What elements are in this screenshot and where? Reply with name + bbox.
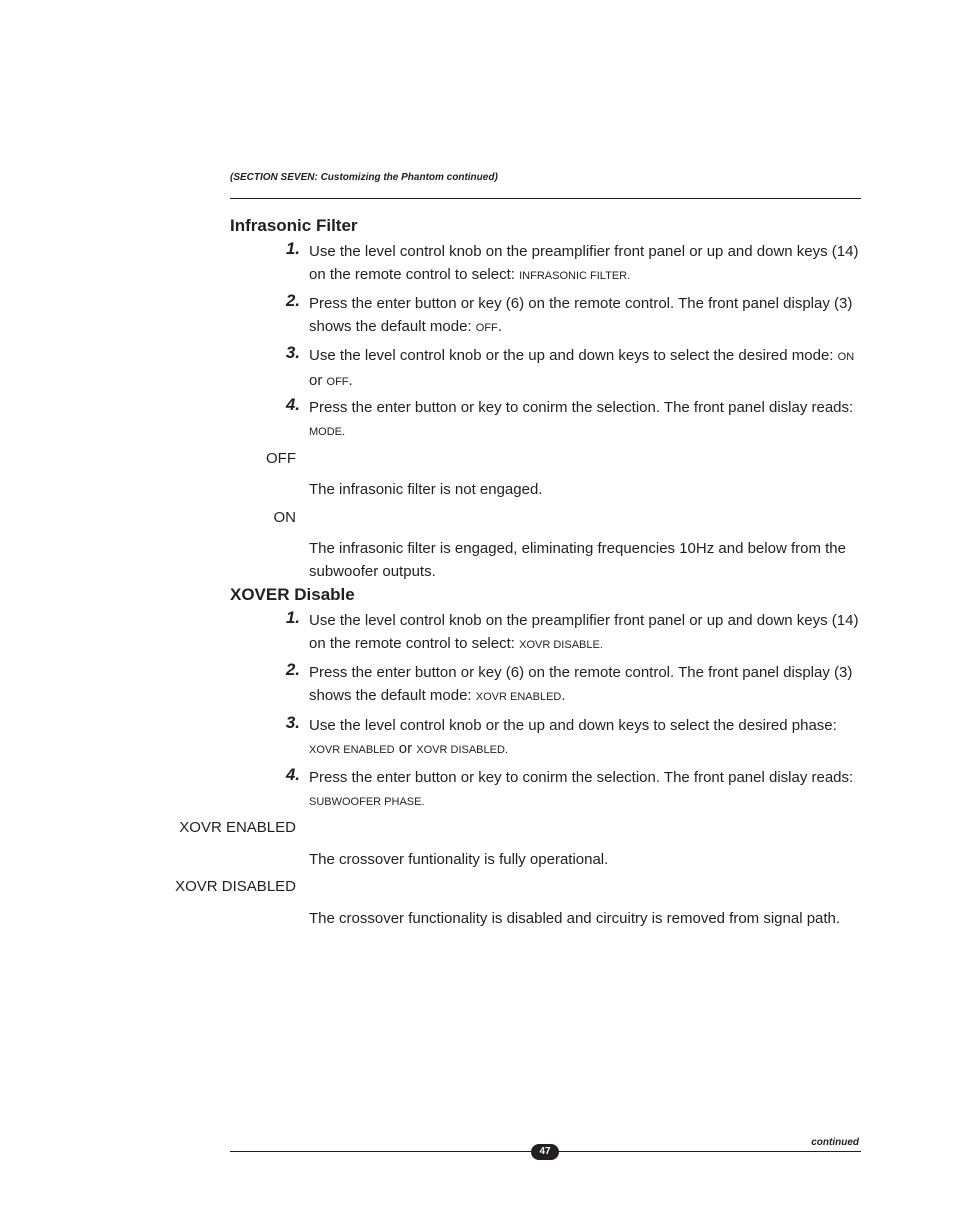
step-number: 1. [285,608,300,627]
term-off: OFF [266,450,296,467]
section-header-note: (SECTION SEVEN: Customizing the Phantom continued) [230,172,498,183]
step-number: 2. [285,291,300,310]
step-text: Use the level control knob or the up and down keys to select the desired phase: XOVR ENABLED or XOVR DISABLED. [309,717,837,757]
step-text: Use the level control knob on the preamplifier front panel or up and down keys (14) on the remote control to select: INFRASONIC FILTER. [309,243,859,283]
page-number-badge: 47 [531,1144,559,1160]
step-number: 2. [285,660,300,679]
step-text: Use the level control knob or the up and down keys to select the desired mode: ON or OFF. [309,347,855,389]
step-text: Press the enter button or key to conirm the selection. The front panel dislay reads: MODE. [309,399,854,438]
step-text: Press the enter button or key (6) on the remote control. The front panel display (3) shows the default mode: XOVR ENABLED. [309,664,853,704]
step-number: 4. [285,395,300,414]
term-xovr-disabled-description: The crossover functionality is disabled and circuitry is removed from signal path. [309,910,841,927]
term-on-description: The infrasonic filter is engaged, eliminating frequencies 10Hz and below from the subwoofer outputs. [309,540,846,580]
step-text: Press the enter button or key (6) on the remote control. The front panel display (3) shows the default mode: OFF. [309,295,853,335]
step-number: 1. [285,239,300,258]
term-on: ON [273,509,296,526]
term-xovr-enabled-description: The crossover funtionality is fully operational. [309,851,609,868]
step-number: 3. [285,713,300,732]
step-number: 3. [285,343,300,362]
term-xovr-disabled: XOVR DISABLED [175,878,296,895]
xover-disable-heading: XOVER Disable [230,585,355,604]
term-xovr-enabled: XOVR ENABLED [179,819,296,836]
header-rule [230,198,861,199]
continued-note: continued [811,1137,859,1148]
step-text: Use the level control knob on the preamplifier front panel or up and down keys (14) on the remote control to select: XOVR DISABLE. [309,612,859,652]
step-text: Press the enter button or key to conirm the selection. The front panel dislay reads: SUBWOOFER PHASE. [309,769,854,808]
step-number: 4. [285,765,300,784]
infrasonic-filter-heading: Infrasonic Filter [230,216,358,235]
term-off-description: The infrasonic filter is not engaged. [309,481,543,498]
